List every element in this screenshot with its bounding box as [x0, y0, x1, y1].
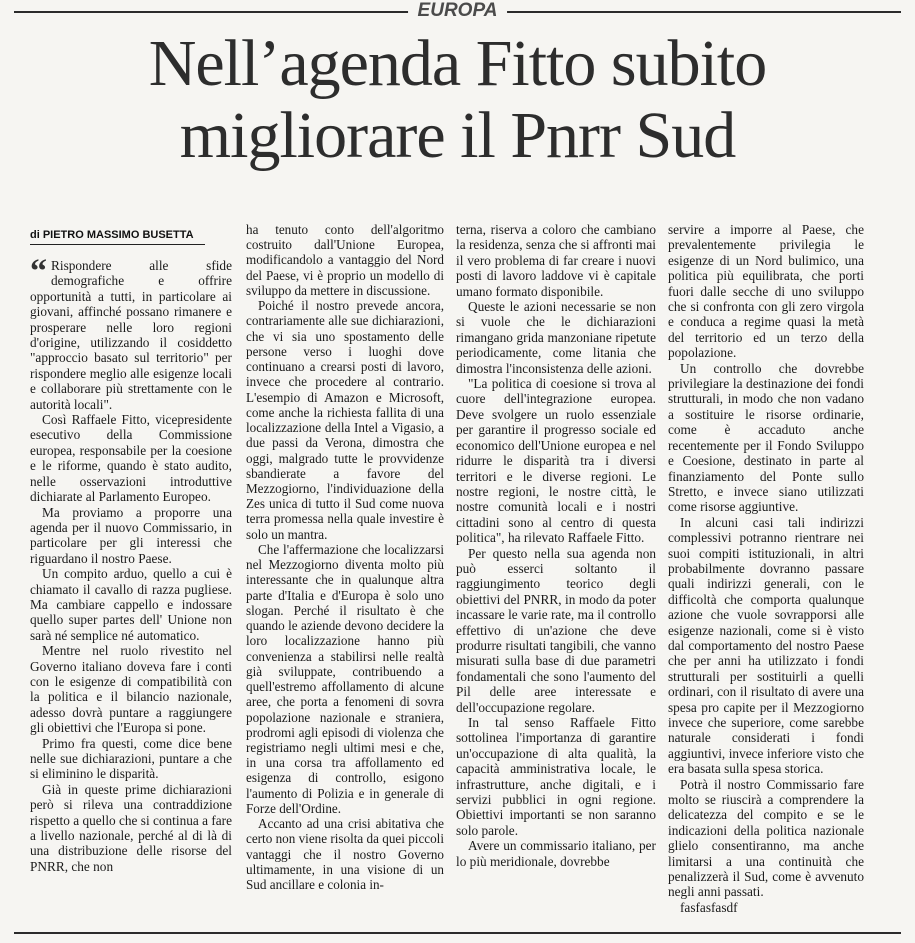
article-column-4	[668, 222, 864, 915]
byline: di PIETRO MASSIMO BUSETTA	[30, 229, 205, 245]
paragraph-text: Rispondere alle sfide demografiche e offrire opportunità a tutti, in particolare ai giovani, affinché possano rimanere e prosperare nelle loro regioni d'origine, utilizzando il cosiddetto "approccio basato sul territorio" per rispondere meglio alle esigenze locali e collaborare più strettamente con le autorità locali".	[30, 258, 232, 412]
paragraph: Accanto ad una crisi abitativa che certo non viene risolta da quei piccoli vantaggi che il nostro Governo ultimamente, in una visione di un Sud ancillare e colonia in-	[246, 816, 444, 893]
paragraph: servire a imporre al Paese, che prevalentemente privilegia le esigenze di un Nord bulimico, una politica più equilibrata, che porti fuori dalle secche di uno sviluppo che si confronta con gli zero virgola e conduca a regime quasi la metà del territorio ed un terzo della popolazione.	[668, 222, 864, 361]
paragraph: Mentre nel ruolo rivestito nel Governo italiano doveva fare i conti con le esigenze di compatibilità con la politica e il bilancio nazionale, adesso dovrà puntare a raggiungere gli obiettivi che l'Europa si pone.	[30, 643, 232, 736]
paragraph: Un controllo che dovrebbe privilegiare la destinazione dei fondi strutturali, in modo che non vadano a sostituire le risorse ordinarie, come è accaduto anche recentemente per il Fondo Sviluppo e Coesione, destinato in parte al finanziamento del Ponte sullo Stretto, e invece siano utilizzati come risorse aggiuntive.	[668, 360, 864, 515]
headline-line-1: Nell’agenda Fitto subito	[148, 27, 767, 100]
headline-line-2: migliorare il Pnrr Sud	[179, 99, 736, 172]
paragraph: In tal senso Raffaele Fitto sottolinea l'importanza di garantire un'occupazione di alta qualità, la capacità amministrativa locale, le infrastrutture, anche digitali, e i servizi pubblici in ogni regione. Obiettivi importanti se non saranno solo parole.	[456, 715, 656, 838]
paragraph: Un compito arduo, quello a cui è chiamato il cavallo di razza pugliese. Ma cambiare cappello e indossare quello super partes dell' Unione non sarà né semplice né automatico.	[30, 566, 232, 643]
paragraph: Ma proviamo a proporre una agenda per il nuovo Commissario, in particolare per gli interessi che riguardano il nostro Paese.	[30, 504, 232, 566]
paragraph: Avere un commissario italiano, per lo più meridionale, dovrebbe	[456, 838, 656, 869]
paragraph: ha tenuto conto dell'algoritmo costruito dall'Unione Europea, modificandolo a vantaggio del Nord del Paese, vi è proprio un modello di sviluppo da mettere in discussione.	[246, 222, 444, 298]
article-column-3	[456, 222, 656, 869]
paragraph: Queste le azioni necessarie se non si vuole che le dichiarazioni rimangano grida manzoniane ripetute periodicamente, come litania che dimostra l'inconsistenza delle azioni.	[456, 299, 656, 376]
paragraph: "La politica di coesione si trova al cuore dell'integrazione europea. Deve svolgere un ruolo essenziale per garantire il progresso sociale ed economico dell'Unione europea e nel ridurre le disparità tra i diversi territori e le diverse regioni. Le nostre regioni, le nostre città, le nostre comunità locali e i nostri cittadini sono al centro di questa politica", ha rilevato Raffaele Fitto.	[456, 376, 656, 546]
bottom-rule	[14, 932, 901, 934]
paragraph: Per questo nella sua agenda non può esserci soltanto il raggiungimento teorico degli obiettivi del PNRR, in modo da poter incassare le varie rate, ma il controllo effettivo di un'azione che deve produrre risultati tangibili, che vanno misurati sulla base di due parametri fondamentali che sono l'aumento del Pil delle aree interessate e dell'occupazione regolare.	[456, 545, 656, 715]
article-column-1	[30, 253, 232, 874]
paragraph: Già in queste prime dichiarazioni però si rileva una contraddizione rispetto a quello che si continua a fare a livello nazionale, perché al di là di una distribuzione delle risorse del PNRR, che non	[30, 781, 232, 874]
section-label: EUROPA	[408, 0, 508, 22]
paragraph: terna, riserva a coloro che cambiano la residenza, senza che si affronti mai il vero problema di far creare i nuovi posti di lavoro laddove vi è capitale umano formato disponibile.	[456, 222, 656, 299]
paragraph: fasfasfasdf	[680, 899, 738, 915]
paragraph	[30, 253, 232, 412]
article-headline	[20, 28, 895, 172]
article-column-2	[246, 222, 444, 892]
paragraph: Poiché il nostro prevede ancora, contrariamente alle sue dichiarazioni, che vi sia uno spostamento delle persone verso i luoghi dove continuano a crearsi posti di lavoro, invece che procedere al contrario. L'esempio di Amazon e Microsoft, come anche la richiesta fallita di una localizzazione della Intel a Vigasio, a due passi da Verona, dimostra che oggi, malgrado tutte le provvidenze sbandierate a favore del Mezzogiorno, l'individuazione della Zes unica di tutto il Sud come nuova terra promessa nella quale investire è solo un mantra.	[246, 298, 444, 542]
quote-mark: “	[30, 253, 47, 290]
paragraph: Primo fra questi, come dice bene nelle sue dichiarazioni, puntare a che si eliminino le disparità.	[30, 735, 232, 782]
paragraph: Così Raffaele Fitto, vicepresidente esecutivo della Commissione europea, responsabile per la coesione e le riforme, quando è stato audito, nelle osservazioni introduttive dichiarate al Parlamento Europeo.	[30, 412, 232, 505]
paragraph: In alcuni casi tali indirizzi complessivi potranno rientrare nei suoi compiti istituzionali, in altri probabilmente dovranno passare quali indirizzi generali, con le difficoltà che comporta qualunque azione che vuole sovrapporsi alle esigenze nazionali, come si è visto dal comportamento del nostro Paese che per anni ha utilizzato i fondi strutturali per sostituirli a quelli ordinari, con il risultato di avere una spesa pro capite per il Mezzogiorno invece che superiore, come sarebbe naturale considerati i fondi aggiuntivi, invece inferiore visto che era basata sulla spesa storica.	[668, 514, 864, 777]
section-header	[0, 0, 915, 22]
paragraph: Potrà il nostro Commissario fare molto se riuscirà a comprendere la delicatezza del compito e se le indicazioni della politica nazionale glielo consentiranno, ma anche limitarsi a una continuità che penalizzerà il Sud, come è avvenuto negli anni passati.	[668, 776, 864, 900]
paragraph: Che l'affermazione che localizzarsi nel Mezzogiorno diventa molto più interessante che in qualunque altra parte d'Italia e d'Europa è solo uno slogan. Perché il risultato è che quando le aziende devono decidere la loro localizzazione hanno più convenienza a stabilirsi nelle realtà già sviluppate, contribuendo a quell'estremo affollamento di alcune aree, che porta a fenomeni di sovra popolazione nazionale e straniera, prodromi agli episodi di violenza che registriamo negli ultimi mesi e che, in una corsa tra affollamento ed esigenza di controllo, esigono l'aumento di Polizia e in generale di Forze dell'Ordine.	[246, 541, 444, 816]
